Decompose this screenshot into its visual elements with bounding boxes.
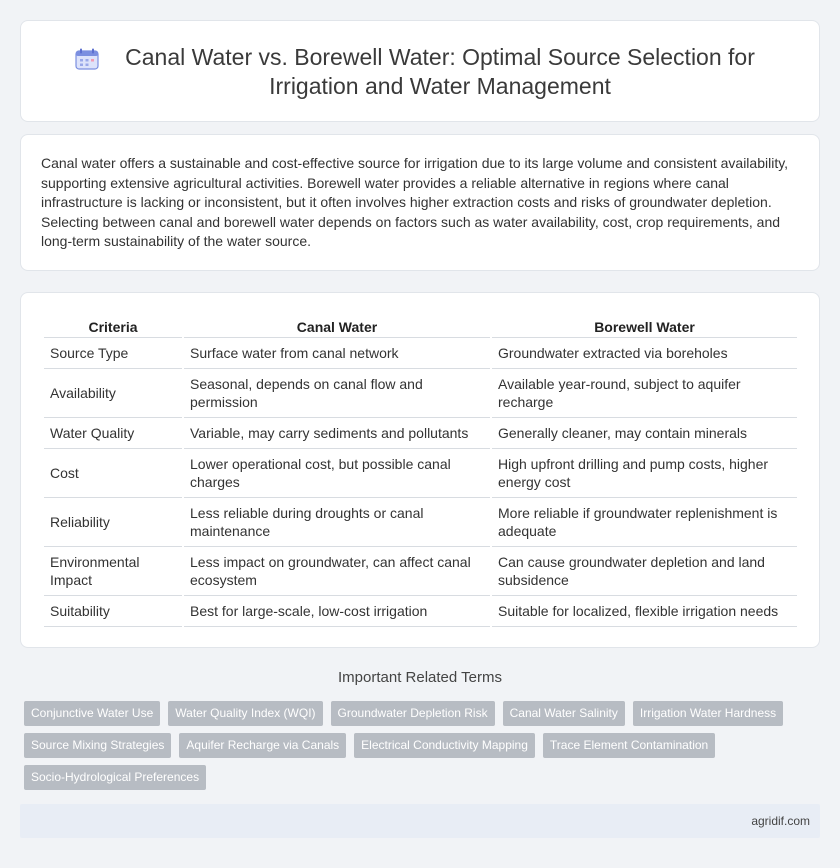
related-term-tag[interactable]: Canal Water Salinity — [503, 701, 625, 726]
footer — [20, 804, 820, 838]
title-card — [20, 20, 820, 122]
table-cell: Groundwater extracted via boreholes — [492, 338, 797, 369]
related-term-tag[interactable]: Conjunctive Water Use — [24, 701, 160, 726]
comparison-table — [42, 316, 799, 627]
table-row — [44, 449, 797, 498]
comparison-table-card — [20, 292, 820, 648]
related-term-tag[interactable]: Socio-Hydrological Preferences — [24, 765, 206, 790]
table-cell: Available year-round, subject to aquifer recharge — [492, 369, 797, 418]
intro-paragraph: Canal water offers a sustainable and cost-effective source for irrigation due to its large volume and consistent availability, supporting extensive agricultural activities. Borewell water provides a reliable alternative in regions where canal infrastructure is lacking or inconsistent, but it often involves higher extraction costs and risks of groundwater depletion. Selecting between canal and borewell water depends on factors such as water availability, cost, crop requirements, and long-term sustainability of the water source. — [41, 155, 789, 249]
related-term-tag[interactable]: Aquifer Recharge via Canals — [179, 733, 346, 758]
footer-site-link[interactable]: agridif.com — [751, 814, 810, 828]
table-cell: Variable, may carry sediments and pollutants — [184, 418, 490, 449]
table-cell: Water Quality — [44, 418, 182, 449]
table-cell: High upfront drilling and pump costs, higher energy cost — [492, 449, 797, 498]
table-row — [44, 498, 797, 547]
table-cell: Environmental Impact — [44, 547, 182, 596]
table-cell: Cost — [44, 449, 182, 498]
table-header-row — [44, 316, 797, 338]
table-cell: Availability — [44, 369, 182, 418]
table-cell: More reliable if groundwater replenishment is adequate — [492, 498, 797, 547]
related-term-tag[interactable]: Trace Element Contamination — [543, 733, 715, 758]
table-cell: Best for large-scale, low-cost irrigation — [184, 596, 490, 627]
table-cell: Can cause groundwater depletion and land subsidence — [492, 547, 797, 596]
column-header-criteria: Criteria — [44, 316, 182, 338]
table-cell: Reliability — [44, 498, 182, 547]
table-cell: Suitability — [44, 596, 182, 627]
table-cell: Lower operational cost, but possible canal charges — [184, 449, 490, 498]
table-cell: Less reliable during droughts or canal maintenance — [184, 498, 490, 547]
table-row — [44, 418, 797, 449]
column-header-canal-water: Canal Water — [184, 316, 490, 338]
related-terms-heading: Important Related Terms — [338, 669, 502, 686]
related-term-tag[interactable]: Source Mixing Strategies — [24, 733, 171, 758]
table-cell: Seasonal, depends on canal flow and permission — [184, 369, 490, 418]
table-cell: Suitable for localized, flexible irrigation needs — [492, 596, 797, 627]
table-cell: Source Type — [44, 338, 182, 369]
table-cell: Surface water from canal network — [184, 338, 490, 369]
table-row — [44, 596, 797, 627]
table-row — [44, 338, 797, 369]
column-header-borewell-water: Borewell Water — [492, 316, 797, 338]
table-row — [44, 369, 797, 418]
intro-card — [20, 134, 820, 271]
related-terms-list — [24, 701, 804, 797]
related-term-tag[interactable]: Irrigation Water Hardness — [633, 701, 783, 726]
table-row — [44, 547, 797, 596]
page-title: Canal Water vs. Borewell Water: Optimal Source Selection for Irrigation and Water Management — [125, 44, 755, 99]
related-term-tag[interactable]: Groundwater Depletion Risk — [331, 701, 495, 726]
related-term-tag[interactable]: Electrical Conductivity Mapping — [354, 733, 535, 758]
table-cell: Generally cleaner, may contain minerals — [492, 418, 797, 449]
related-term-tag[interactable]: Water Quality Index (WQI) — [168, 701, 322, 726]
table-cell: Less impact on groundwater, can affect canal ecosystem — [184, 547, 490, 596]
